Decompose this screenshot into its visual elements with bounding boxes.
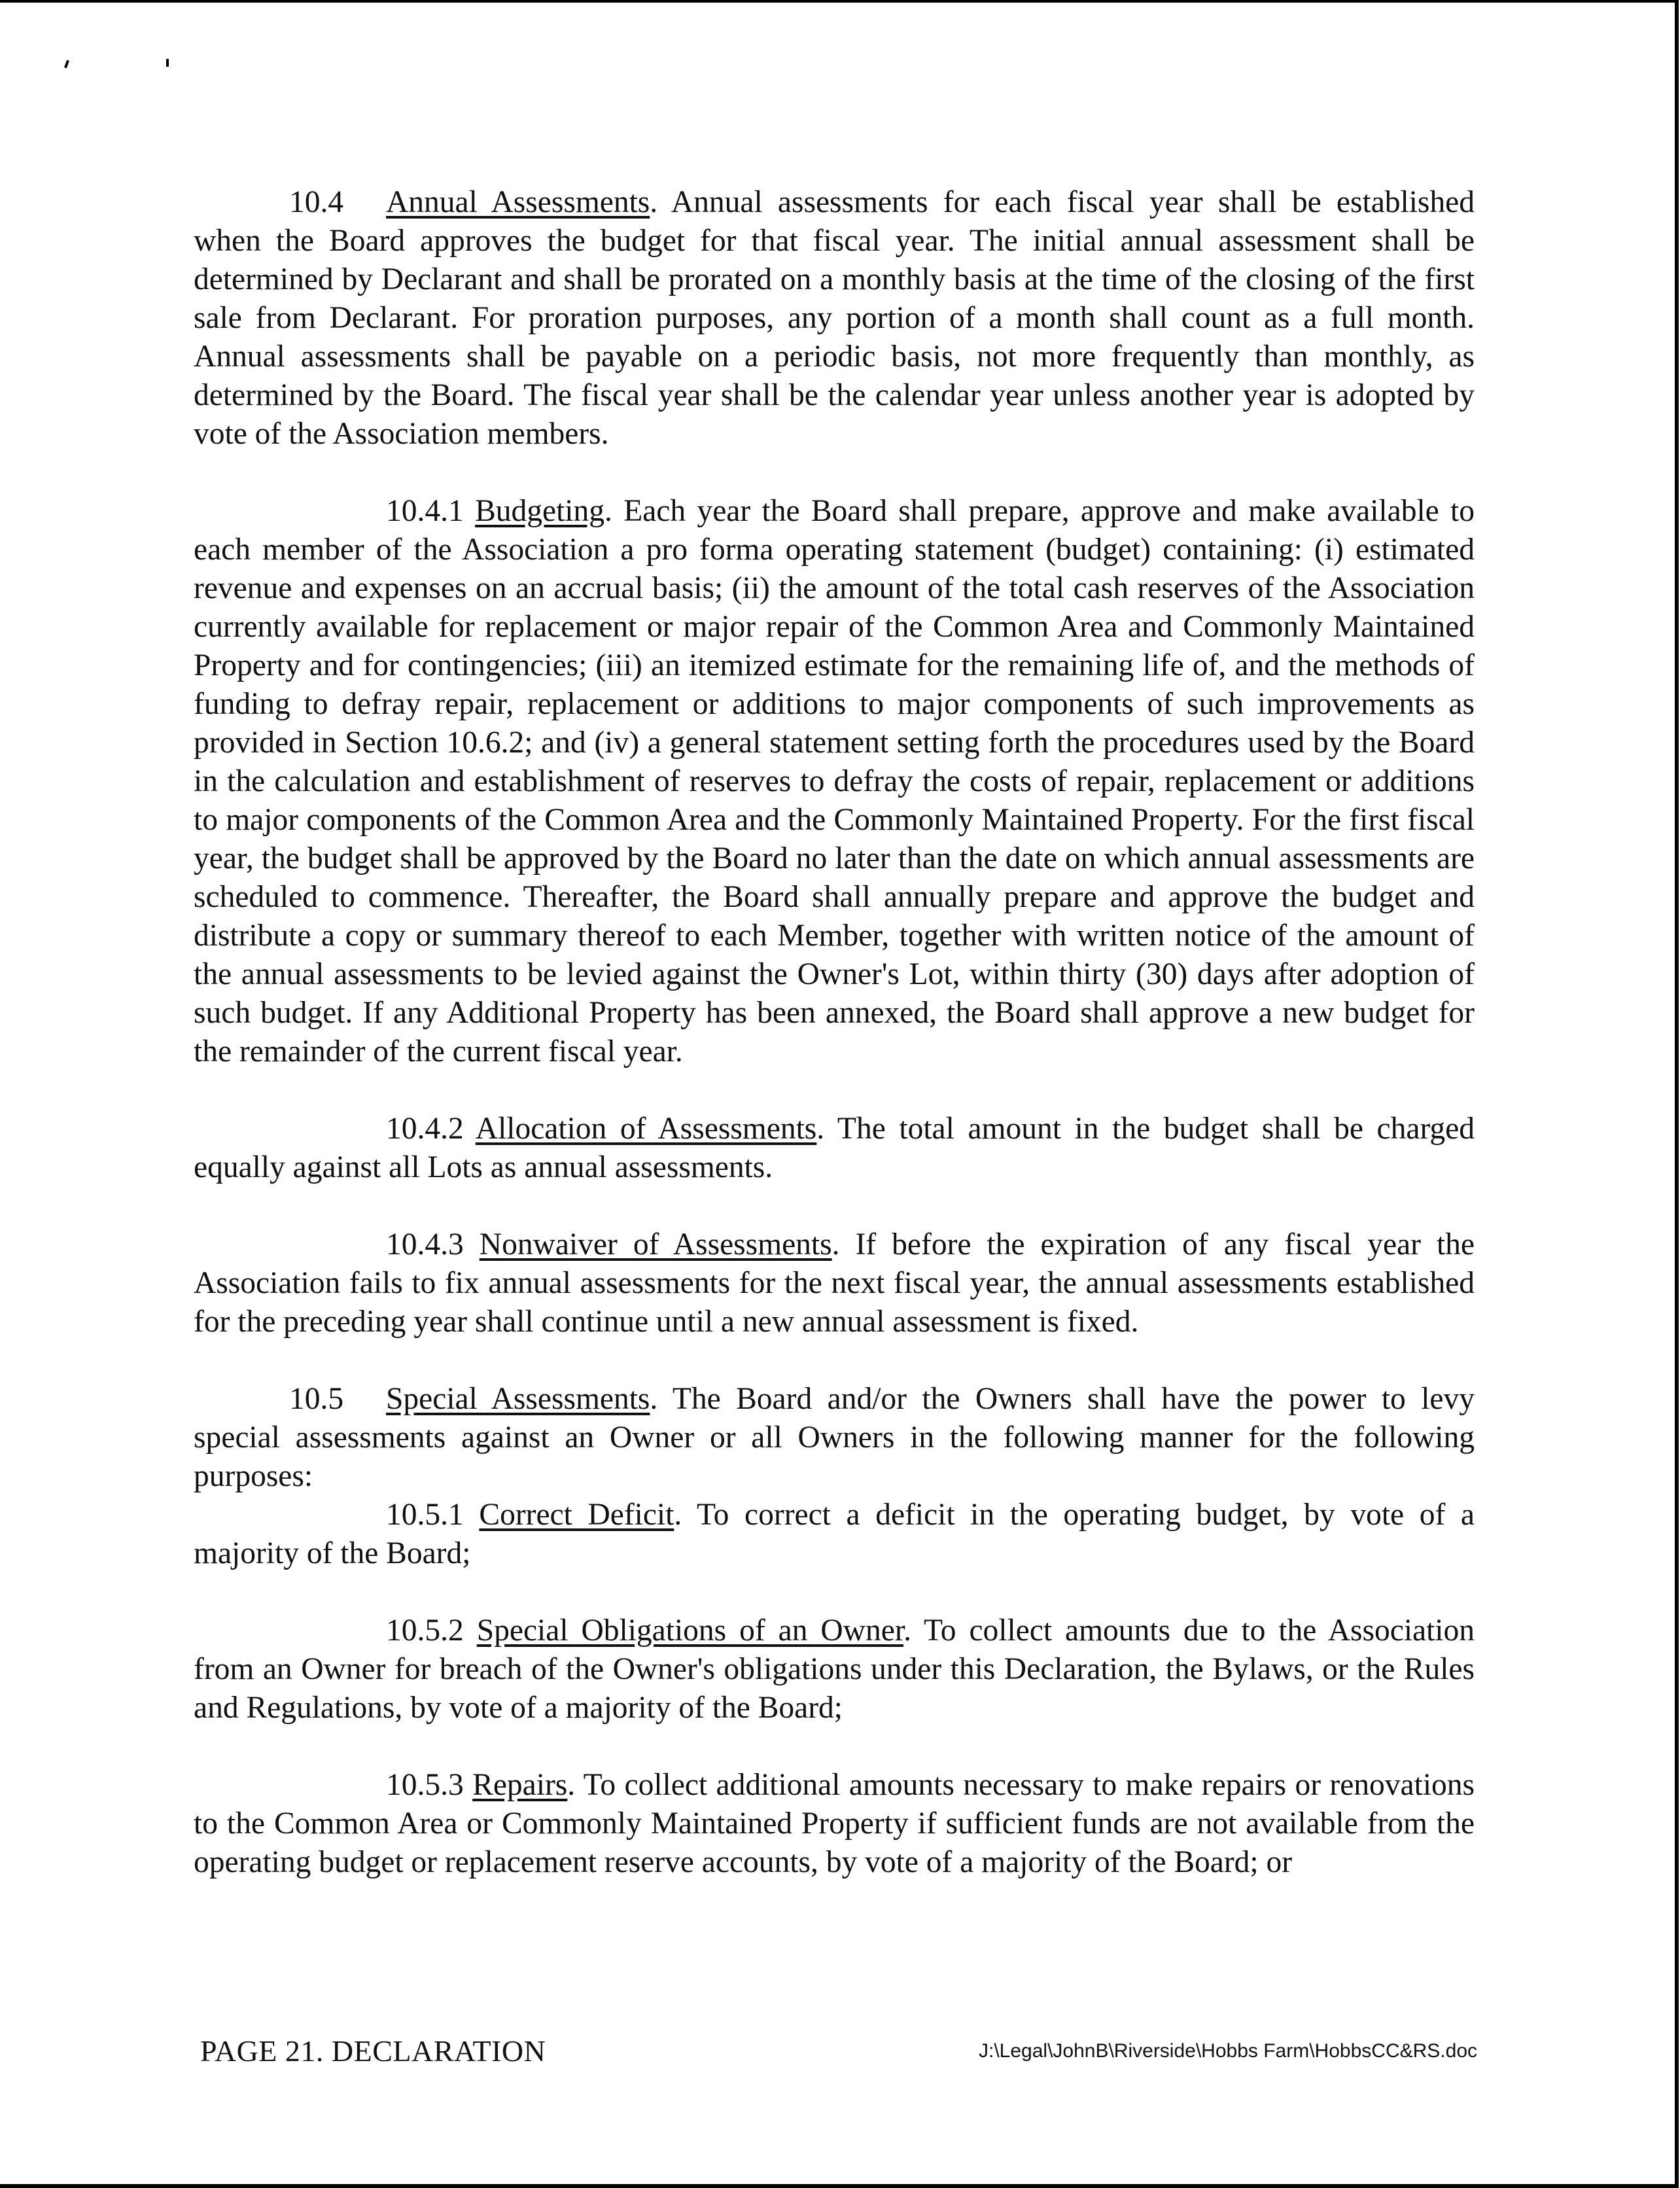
section-body: . To collect amounts due to the Association from an Owner for breach of the Owner's obligations under this Declaration, the Bylaws, or the Rules and Regulations, by vote of a majority of the Board; <box>194 1614 1475 1725</box>
section-body: . To correct a deficit in the operating budget, by vote of a majority of the Board; <box>194 1498 1475 1570</box>
section-10-5 <box>194 1380 1475 1496</box>
section-10-5-1 <box>194 1496 1475 1573</box>
section-body: . To collect additional amounts necessary to make repairs or renovations to the Common Area or Commonly Maintained Property if sufficient funds are not available from the operating budget or replacement reserve accounts, by vote of a majority of the Board; or <box>194 1768 1475 1879</box>
section-number: 10.4.1 <box>386 494 464 528</box>
section-10-4 <box>194 183 1475 453</box>
section-heading: Special Obligations of an Owner <box>476 1614 904 1648</box>
section-number: 10.4.2 <box>386 1112 464 1146</box>
scan-speck <box>64 60 69 69</box>
section-heading: Special Assessments <box>386 1382 650 1416</box>
footer-file-path: J:\Legal\JohnB\Riverside\Hobbs Farm\HobbsCC&RS.doc <box>979 2040 1477 2062</box>
section-number: 10.5 <box>289 1382 344 1416</box>
section-body: . The Board and/or the Owners shall have the power to levy special assessments against an Owner or all Owners in the following manner for the following purposes: <box>194 1382 1475 1493</box>
section-body: . If before the expiration of any fiscal year the Association fails to fix annual assessments for the next fiscal year, the annual assessments established for the preceding year shall continue until a new annual assessment is fixed. <box>194 1227 1475 1339</box>
section-number: 10.5.1 <box>386 1498 464 1532</box>
section-heading: Allocation of Assessments <box>475 1112 817 1146</box>
section-heading: Nonwaiver of Assessments <box>479 1227 832 1262</box>
section-number: 10.5.3 <box>386 1768 464 1802</box>
section-10-5-2 <box>194 1612 1475 1727</box>
document-body <box>194 183 1475 1920</box>
scan-speck <box>166 59 169 67</box>
section-number: 10.4.3 <box>386 1227 464 1262</box>
section-heading: Correct Deficit <box>479 1498 674 1532</box>
section-heading: Repairs <box>472 1768 568 1802</box>
section-body: . The total amount in the budget shall be charged equally against all Lots as annual assessments. <box>194 1112 1475 1184</box>
section-number: 10.5.2 <box>386 1614 464 1648</box>
section-heading: Annual Assessments <box>386 185 650 219</box>
section-heading: Budgeting <box>475 494 604 528</box>
section-10-4-2 <box>194 1110 1475 1187</box>
footer-page-label: PAGE 21. DECLARATION <box>200 2034 546 2068</box>
section-10-4-3 <box>194 1226 1475 1341</box>
section-10-5-3 <box>194 1766 1475 1882</box>
section-number: 10.4 <box>289 185 344 219</box>
section-body: . Annual assessments for each fiscal year shall be established when the Board approves the budget for that fiscal year. The initial annual assessment shall be determined by Declarant and shall be prorated on a monthly basis at the time of the closing of the first sale from Declarant. For proration purposes, any portion of a month shall count as a full month. Annual assessments shall be payable on a periodic basis, not more frequently than monthly, as determined by the Board. The fiscal year shall be the calendar year unless another year is adopted by vote of the Association members. <box>194 185 1475 451</box>
section-body: . Each year the Board shall prepare, approve and make available to each member of the Association a pro forma operating statement (budget) containing: (i) estimated revenue and expenses on an accrual basis; (ii) the amount of the total cash reserves of the Association currently available for replacement or major repair of the Common Area and Commonly Maintained Property and for contingencies; (iii) an itemized estimate for the remaining life of, and the methods of funding to defray repair, replacement or additions to major components of such improvements as provided in Section 10.6.2; and (iv) a general statement setting forth the procedures used by the Board in the calculation and establishment of reserves to defray the costs of repair, replacement or additions to major components of the Common Area and the Commonly Maintained Property. For the first fiscal year, the budget shall be approved by the Board no later than the date on which annual assessments are scheduled to commence. Thereafter, the Board shall annually prepare and approve the budget and distribute a copy or summary thereof to each Member, together with written notice of the amount of the annual assessments to be levied against the Owner's Lot, within thirty (30) days after adoption of such budget. If any Additional Property has been annexed, the Board shall approve a new budget for the remainder of the current fiscal year. <box>194 494 1475 1068</box>
section-10-4-1 <box>194 492 1475 1071</box>
